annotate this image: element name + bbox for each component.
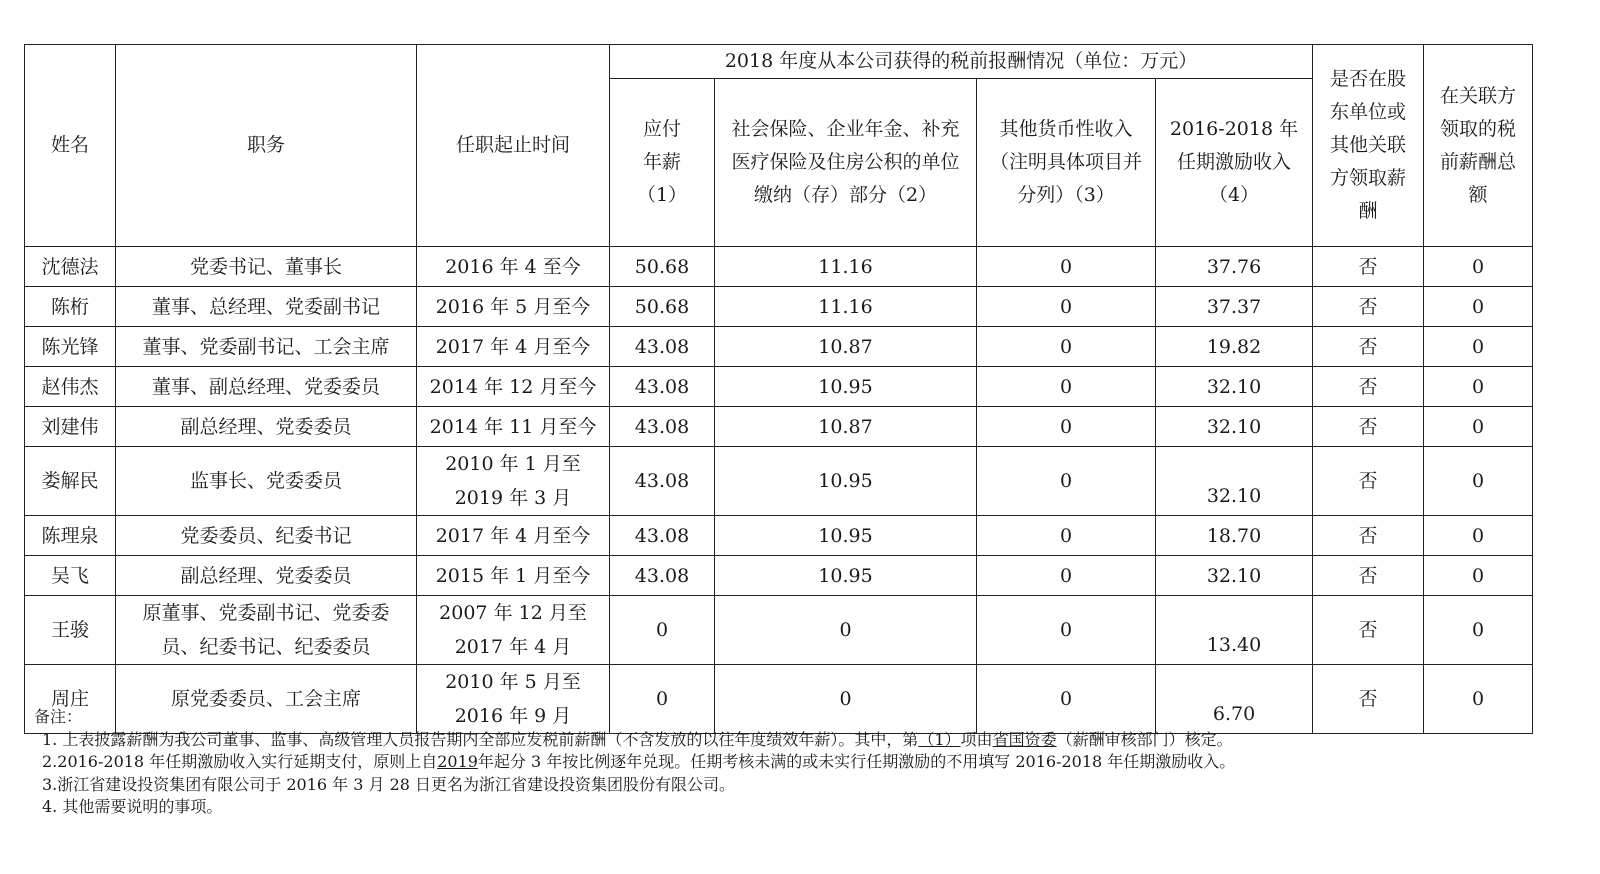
cell-name: 吴飞 [25, 556, 116, 596]
cell-other: 0 [977, 367, 1156, 407]
cell-social: 0 [715, 596, 977, 665]
cell-tenure: 2015 年 1 月至今 [417, 556, 610, 596]
cell-incentive: 18.70 [1156, 516, 1313, 556]
cell-incentive: 19.82 [1156, 327, 1313, 367]
table-row [25, 556, 1533, 596]
cell-salary: 50.68 [610, 287, 715, 327]
cell-incentive: 13.40 [1156, 596, 1313, 665]
cell-name: 陈理泉 [25, 516, 116, 556]
cell-tenure: 2010 年 1 月至 2019 年 3 月 [417, 447, 610, 516]
header-related-total: 在关联方领取的税前薪酬总额 [1424, 45, 1533, 247]
note-1-tail: （薪酬审核部门）核定。 [1056, 729, 1233, 749]
cell-social: 10.87 [715, 407, 977, 447]
cell-incentive: 32.10 [1156, 407, 1313, 447]
cell-tenure: 2007 年 12 月至 2017 年 4 月 [417, 596, 610, 665]
cell-salary: 50.68 [610, 247, 715, 287]
cell-related-flag: 否 [1313, 247, 1424, 287]
table-row [25, 327, 1533, 367]
cell-related-total: 0 [1424, 327, 1533, 367]
cell-tenure: 2014 年 12 月至今 [417, 367, 610, 407]
cell-social: 10.95 [715, 516, 977, 556]
cell-other: 0 [977, 516, 1156, 556]
header-name: 姓名 [25, 45, 116, 247]
cell-related-flag: 否 [1313, 556, 1424, 596]
cell-related-total: 0 [1424, 665, 1533, 734]
table-row [25, 596, 1533, 665]
note-1-text: 1. 上表披露薪酬为我公司董事、监事、高级管理人员报告期内全部应发税前薪酬（不含发放的以往年度绩效年薪）。其中，第 [42, 729, 919, 749]
cell-position: 董事、党委副书记、工会主席 [116, 327, 417, 367]
table-row [25, 367, 1533, 407]
cell-related-flag: 否 [1313, 596, 1424, 665]
table-row [25, 516, 1533, 556]
cell-position: 原董事、党委副书记、党委委员、纪委书记、纪委委员 [116, 596, 417, 665]
cell-related-total: 0 [1424, 367, 1533, 407]
cell-related-total: 0 [1424, 247, 1533, 287]
cell-incentive: 32.10 [1156, 447, 1313, 516]
cell-tenure: 2017 年 4 月至今 [417, 327, 610, 367]
cell-social: 11.16 [715, 247, 977, 287]
cell-name: 沈德法 [25, 247, 116, 287]
cell-name: 王骏 [25, 596, 116, 665]
cell-position: 副总经理、党委委员 [116, 556, 417, 596]
cell-social: 10.87 [715, 327, 977, 367]
header-related-flag: 是否在股东单位或其他关联方领取薪酬 [1313, 45, 1424, 247]
cell-position: 原党委委员、工会主席 [116, 665, 417, 734]
cell-other: 0 [977, 287, 1156, 327]
cell-other: 0 [977, 247, 1156, 287]
cell-salary: 43.08 [610, 367, 715, 407]
cell-other: 0 [977, 327, 1156, 367]
cell-related-total: 0 [1424, 287, 1533, 327]
header-group: 2018 年度从本公司获得的税前报酬情况（单位：万元） [610, 45, 1313, 79]
cell-tenure: 2016 年 5 月至今 [417, 287, 610, 327]
cell-other: 0 [977, 596, 1156, 665]
salary-table [24, 44, 1533, 734]
cell-related-flag: 否 [1313, 327, 1424, 367]
cell-tenure: 2017 年 4 月至今 [417, 516, 610, 556]
table-row [25, 247, 1533, 287]
cell-related-flag: 否 [1313, 367, 1424, 407]
cell-related-flag: 否 [1313, 665, 1424, 734]
cell-salary: 0 [610, 665, 715, 734]
note-2-underline-year: 2019 [437, 752, 478, 771]
notes-label: 备注： [34, 707, 83, 726]
cell-name: 周庄 [25, 665, 116, 734]
cell-incentive: 6.70 [1156, 665, 1313, 734]
header-social: 社会保险、企业年金、补充医疗保险及住房公积的单位缴纳（存）部分（2） [715, 79, 977, 247]
cell-tenure: 2010 年 5 月至 2016 年 9 月 [417, 665, 610, 734]
note-1-underline-dept: 省国资委 [992, 729, 1057, 749]
header-incentive: 2016-2018 年任期激励收入（4） [1156, 79, 1313, 247]
cell-salary: 0 [610, 596, 715, 665]
header-position: 职务 [116, 45, 417, 247]
table-row [25, 287, 1533, 327]
table-row [25, 407, 1533, 447]
cell-name: 刘建伟 [25, 407, 116, 447]
cell-other: 0 [977, 665, 1156, 734]
cell-position: 党委书记、董事长 [116, 247, 417, 287]
cell-name: 赵伟杰 [25, 367, 116, 407]
note-1 [42, 729, 1572, 752]
cell-name: 陈光锋 [25, 327, 116, 367]
cell-related-flag: 否 [1313, 447, 1424, 516]
cell-related-total: 0 [1424, 407, 1533, 447]
cell-incentive: 32.10 [1156, 556, 1313, 596]
header-other: 其他货币性收入（注明具体项目并分列）（3） [977, 79, 1156, 247]
cell-related-flag: 否 [1313, 287, 1424, 327]
cell-salary: 43.08 [610, 447, 715, 516]
cell-position: 党委委员、纪委书记 [116, 516, 417, 556]
cell-tenure: 2014 年 11 月至今 [417, 407, 610, 447]
table-row [25, 447, 1533, 516]
note-4: 4. 其他需要说明的事项。 [42, 797, 223, 816]
cell-related-total: 0 [1424, 447, 1533, 516]
cell-other: 0 [977, 447, 1156, 516]
cell-social: 10.95 [715, 367, 977, 407]
cell-position: 董事、副总经理、党委委员 [116, 367, 417, 407]
note-2-text: 2.2016-2018 年任期激励收入实行延期支付，原则上自 [42, 752, 438, 771]
cell-incentive: 37.37 [1156, 287, 1313, 327]
cell-salary: 43.08 [610, 556, 715, 596]
cell-related-total: 0 [1424, 596, 1533, 665]
cell-related-total: 0 [1424, 556, 1533, 596]
cell-incentive: 32.10 [1156, 367, 1313, 407]
cell-related-flag: 否 [1313, 407, 1424, 447]
cell-social: 10.95 [715, 447, 977, 516]
cell-position: 副总经理、党委委员 [116, 407, 417, 447]
cell-name: 娄解民 [25, 447, 116, 516]
cell-name: 陈桁 [25, 287, 116, 327]
note-2 [42, 751, 1572, 774]
header-salary: 应付年薪（1） [610, 79, 715, 247]
cell-social: 11.16 [715, 287, 977, 327]
cell-other: 0 [977, 407, 1156, 447]
cell-salary: 43.08 [610, 516, 715, 556]
cell-related-flag: 否 [1313, 516, 1424, 556]
notes-section [34, 706, 1572, 819]
cell-social: 10.95 [715, 556, 977, 596]
cell-social: 0 [715, 665, 977, 734]
cell-incentive: 37.76 [1156, 247, 1313, 287]
header-tenure: 任职起止时间 [417, 45, 610, 247]
note-1-mid: 项由 [960, 729, 993, 749]
cell-position: 监事长、党委委员 [116, 447, 417, 516]
cell-related-total: 0 [1424, 516, 1533, 556]
note-2-tail: 年起分 3 年按比例逐年兑现。任期考核未满的或未实行任期激励的不用填写 2016-2018 年任期激励收入。 [477, 752, 1236, 771]
note-1-underline-item: （1） [918, 729, 961, 749]
cell-salary: 43.08 [610, 407, 715, 447]
note-3: 3.浙江省建设投资集团有限公司于 2016 年 3 月 28 日更名为浙江省建设投资集团股份有限公司。 [42, 774, 736, 794]
cell-position: 董事、总经理、党委副书记 [116, 287, 417, 327]
cell-salary: 43.08 [610, 327, 715, 367]
cell-other: 0 [977, 556, 1156, 596]
cell-tenure: 2016 年 4 至今 [417, 247, 610, 287]
